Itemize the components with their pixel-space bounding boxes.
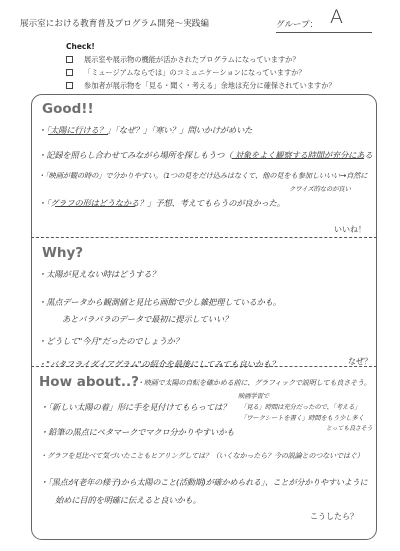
check-item-label: 「ミュージアムならでは」のコミュニケーションになっていますか？ (84, 67, 306, 77)
why-note: あとバラバラのデータで最初に提示していい？ (62, 314, 233, 324)
check-item (66, 66, 336, 79)
why-section-title: Why? (42, 245, 84, 261)
checkbox[interactable] (66, 56, 73, 63)
checkbox[interactable] (66, 69, 73, 76)
check-title: Check! (66, 42, 95, 51)
why-note: ・太陽が見えない時はどうする？ (38, 269, 160, 279)
good-note: ・「グラフの形はどうなかる？」予想、考えてもらうのが良かった。 (38, 198, 285, 208)
how-note: 「見る」時間は充分だったので、「考える」 (240, 403, 361, 411)
check-item (66, 53, 336, 66)
how-note: 映画学習で (238, 392, 269, 400)
how-note: ・「黒点が(老年の様子)から太陽のこと(活動期)が確かめられる」、ことが分かりやすいように (40, 477, 368, 487)
good-note: クワイズ的なのが良い (289, 185, 351, 193)
check-item (66, 79, 336, 92)
how-note: とっても良さそう (326, 425, 373, 432)
good-note: ・記録を照らし合わせてみながら場所を探しもうつ（ 対象をよく観察する時間が充分にある (38, 150, 373, 160)
good-note: ・「太陽に行ける？」「なぜ？」「寒い？」問いかけがめいた (38, 125, 253, 135)
good-section-footer: いいね！ (334, 225, 366, 234)
group-underline (276, 32, 372, 33)
page-title: 展示室における教育普及プログラム開発～実践編 (20, 19, 209, 29)
how-note: 「ワークシートを書く」時間をもう少し多く (240, 414, 364, 422)
group-value: A (330, 6, 343, 28)
how-note: 始めに目的を明確に伝えると良いかも。 (55, 495, 201, 505)
check-list (66, 53, 336, 92)
handwritten-underline (55, 206, 135, 207)
check-item-label: 参加者が展示物を「見る・聞く・考える」余地は充分に確保されていますか？ (84, 80, 336, 90)
why-section-footer: なぜ？ (348, 357, 372, 366)
checkbox[interactable] (66, 82, 73, 89)
how-note: ・鉛筆の黒点にペタマークでマクロ分かりやすいかも (40, 427, 235, 437)
group-label: グループ： (276, 20, 319, 30)
handwritten-underline (232, 158, 364, 159)
section-divider (31, 237, 377, 238)
how-section-title: How about..? (39, 374, 139, 390)
how-note: ・グラフを見比べて気づいたこともヒアリングしては？（いくなかったら？今の説論とのつないではぐ） (40, 451, 364, 460)
why-note: ・黒点データから観測値と見比ら画館で少し雑把理しているかも。 (38, 297, 281, 307)
check-item-label: 展示室や展示物の機能が活かされたプログラムになっていますか？ (84, 54, 300, 64)
how-note: ・映画で太陽の自転を確かめる前に、グラフィックで説明しても良さそう。 (137, 378, 371, 387)
how-note: ・「新しい太陽の着」形に手を見付けてもらっては？ (40, 402, 231, 412)
why-note: ・"バタフライダイアグラム"の紹介を最後にしてみても良いかも？ (38, 359, 280, 369)
good-section-title: Good!! (42, 101, 94, 117)
how-section-footer: こうしたら？ (310, 512, 358, 521)
good-note: ・「映画が観の時の」で分かりやすい。（1つの見をだけ込みはなくて、他の見をも参加しいいい→自然に (38, 171, 368, 180)
why-note: ・どうして"今月"だったのでしょうか？ (38, 336, 183, 346)
handwritten-underline (48, 134, 108, 135)
